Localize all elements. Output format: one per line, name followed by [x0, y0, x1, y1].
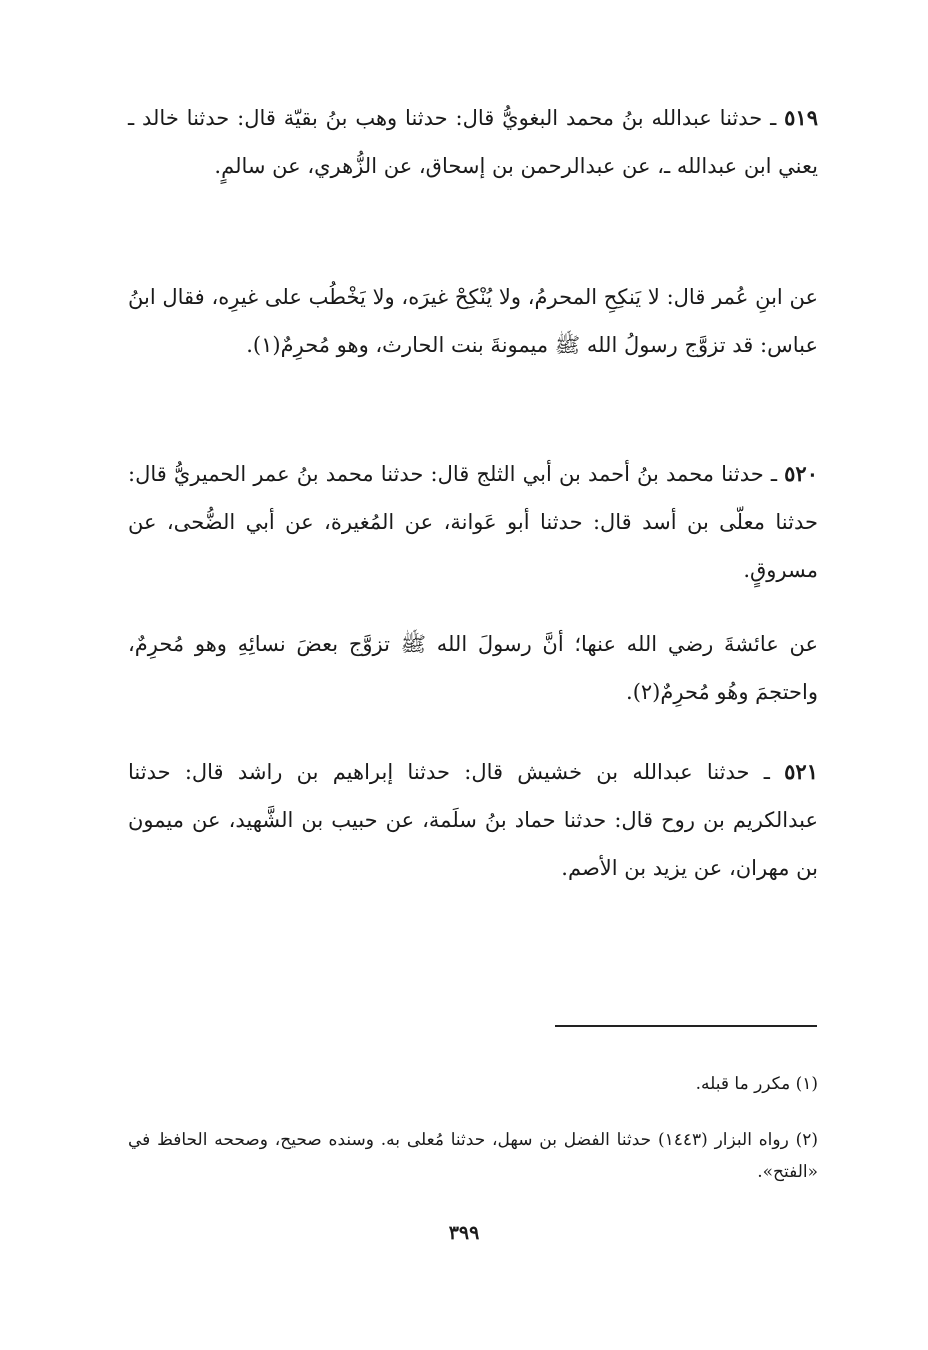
matn-text: عن ابنِ عُمر قال: لا يَنكِحِ المحرمُ، ولا يُنْكِحْ غيرَه، ولا يَخْطُب على غيرِه، فقال ابنُ عباس: قد تزوَّج رسولُ الله ﷺ ميمونةَ بنت الحارث، وهو مُحرِمٌ(١). — [128, 285, 818, 357]
page-number: ٣٩٩ — [448, 1222, 480, 1244]
matn-520 — [128, 620, 818, 716]
hadith-520 — [128, 450, 818, 594]
isnad-text: حدثنا عبدالله بن خشيش قال: حدثنا إبراهيم بن راشد قال: حدثنا عبدالكريم بن روح قال: حدثنا حماد بنُ سلَمة، عن حبيب بن الشَّهيد، عن ميمون بن مهران، عن يزيد بن الأصم. — [128, 760, 818, 880]
footnotes-2 — [128, 1124, 818, 1188]
footnotes — [128, 1068, 818, 1100]
hadith-521 — [128, 748, 818, 892]
hadith-number: ٥٢٠ — [784, 461, 818, 486]
dash: ـ — [763, 462, 785, 486]
hadith-number: ٥٢١ — [784, 759, 818, 784]
isnad-text: حدثنا عبدالله بنُ محمد البغويُّ قال: حدثنا وهب بنُ بقيّة قال: حدثنا خالد ـ يعني ابن عبدالله ـ، عن عبدالرحمن بن إسحاق، عن الزُّهري، عن سالمٍ. — [128, 106, 818, 178]
matn-519 — [128, 273, 818, 369]
footnote-2: (٢) رواه البزار (١٤٤٣) حدثنا الفضل بن سهل، حدثنا مُعلى به. وسنده صحيح، وصححه الحافظ في «الفتح». — [128, 1130, 819, 1182]
footnote-1: (١) مكرر ما قبله. — [695, 1074, 818, 1094]
footnote-separator — [555, 1025, 817, 1027]
isnad-text: حدثنا محمد بنُ أحمد بن أبي الثلج قال: حدثنا محمد بنُ عمر الحميريُّ قال: حدثنا معلّى بن أسد قال: حدثنا أبو عَوانة، عن المُغيرة، عن أبي الضُّحى، عن مسروقٍ. — [128, 462, 818, 582]
dash: ـ — [762, 106, 785, 130]
isnad-520 — [128, 450, 818, 594]
isnad-521 — [128, 748, 818, 892]
hadith-number: ٥١٩ — [784, 105, 818, 130]
dash: ـ — [749, 760, 785, 784]
matn-text: عن عائشةَ رضي الله عنها؛ أنَّ رسولَ الله ﷺ تزوَّج بعضَ نسائِهِ وهو مُحرِمٌ، واحتجمَ وهُو مُحرِمٌ(٢). — [128, 632, 818, 704]
hadith-519 — [128, 94, 818, 190]
isnad-519 — [128, 94, 818, 190]
